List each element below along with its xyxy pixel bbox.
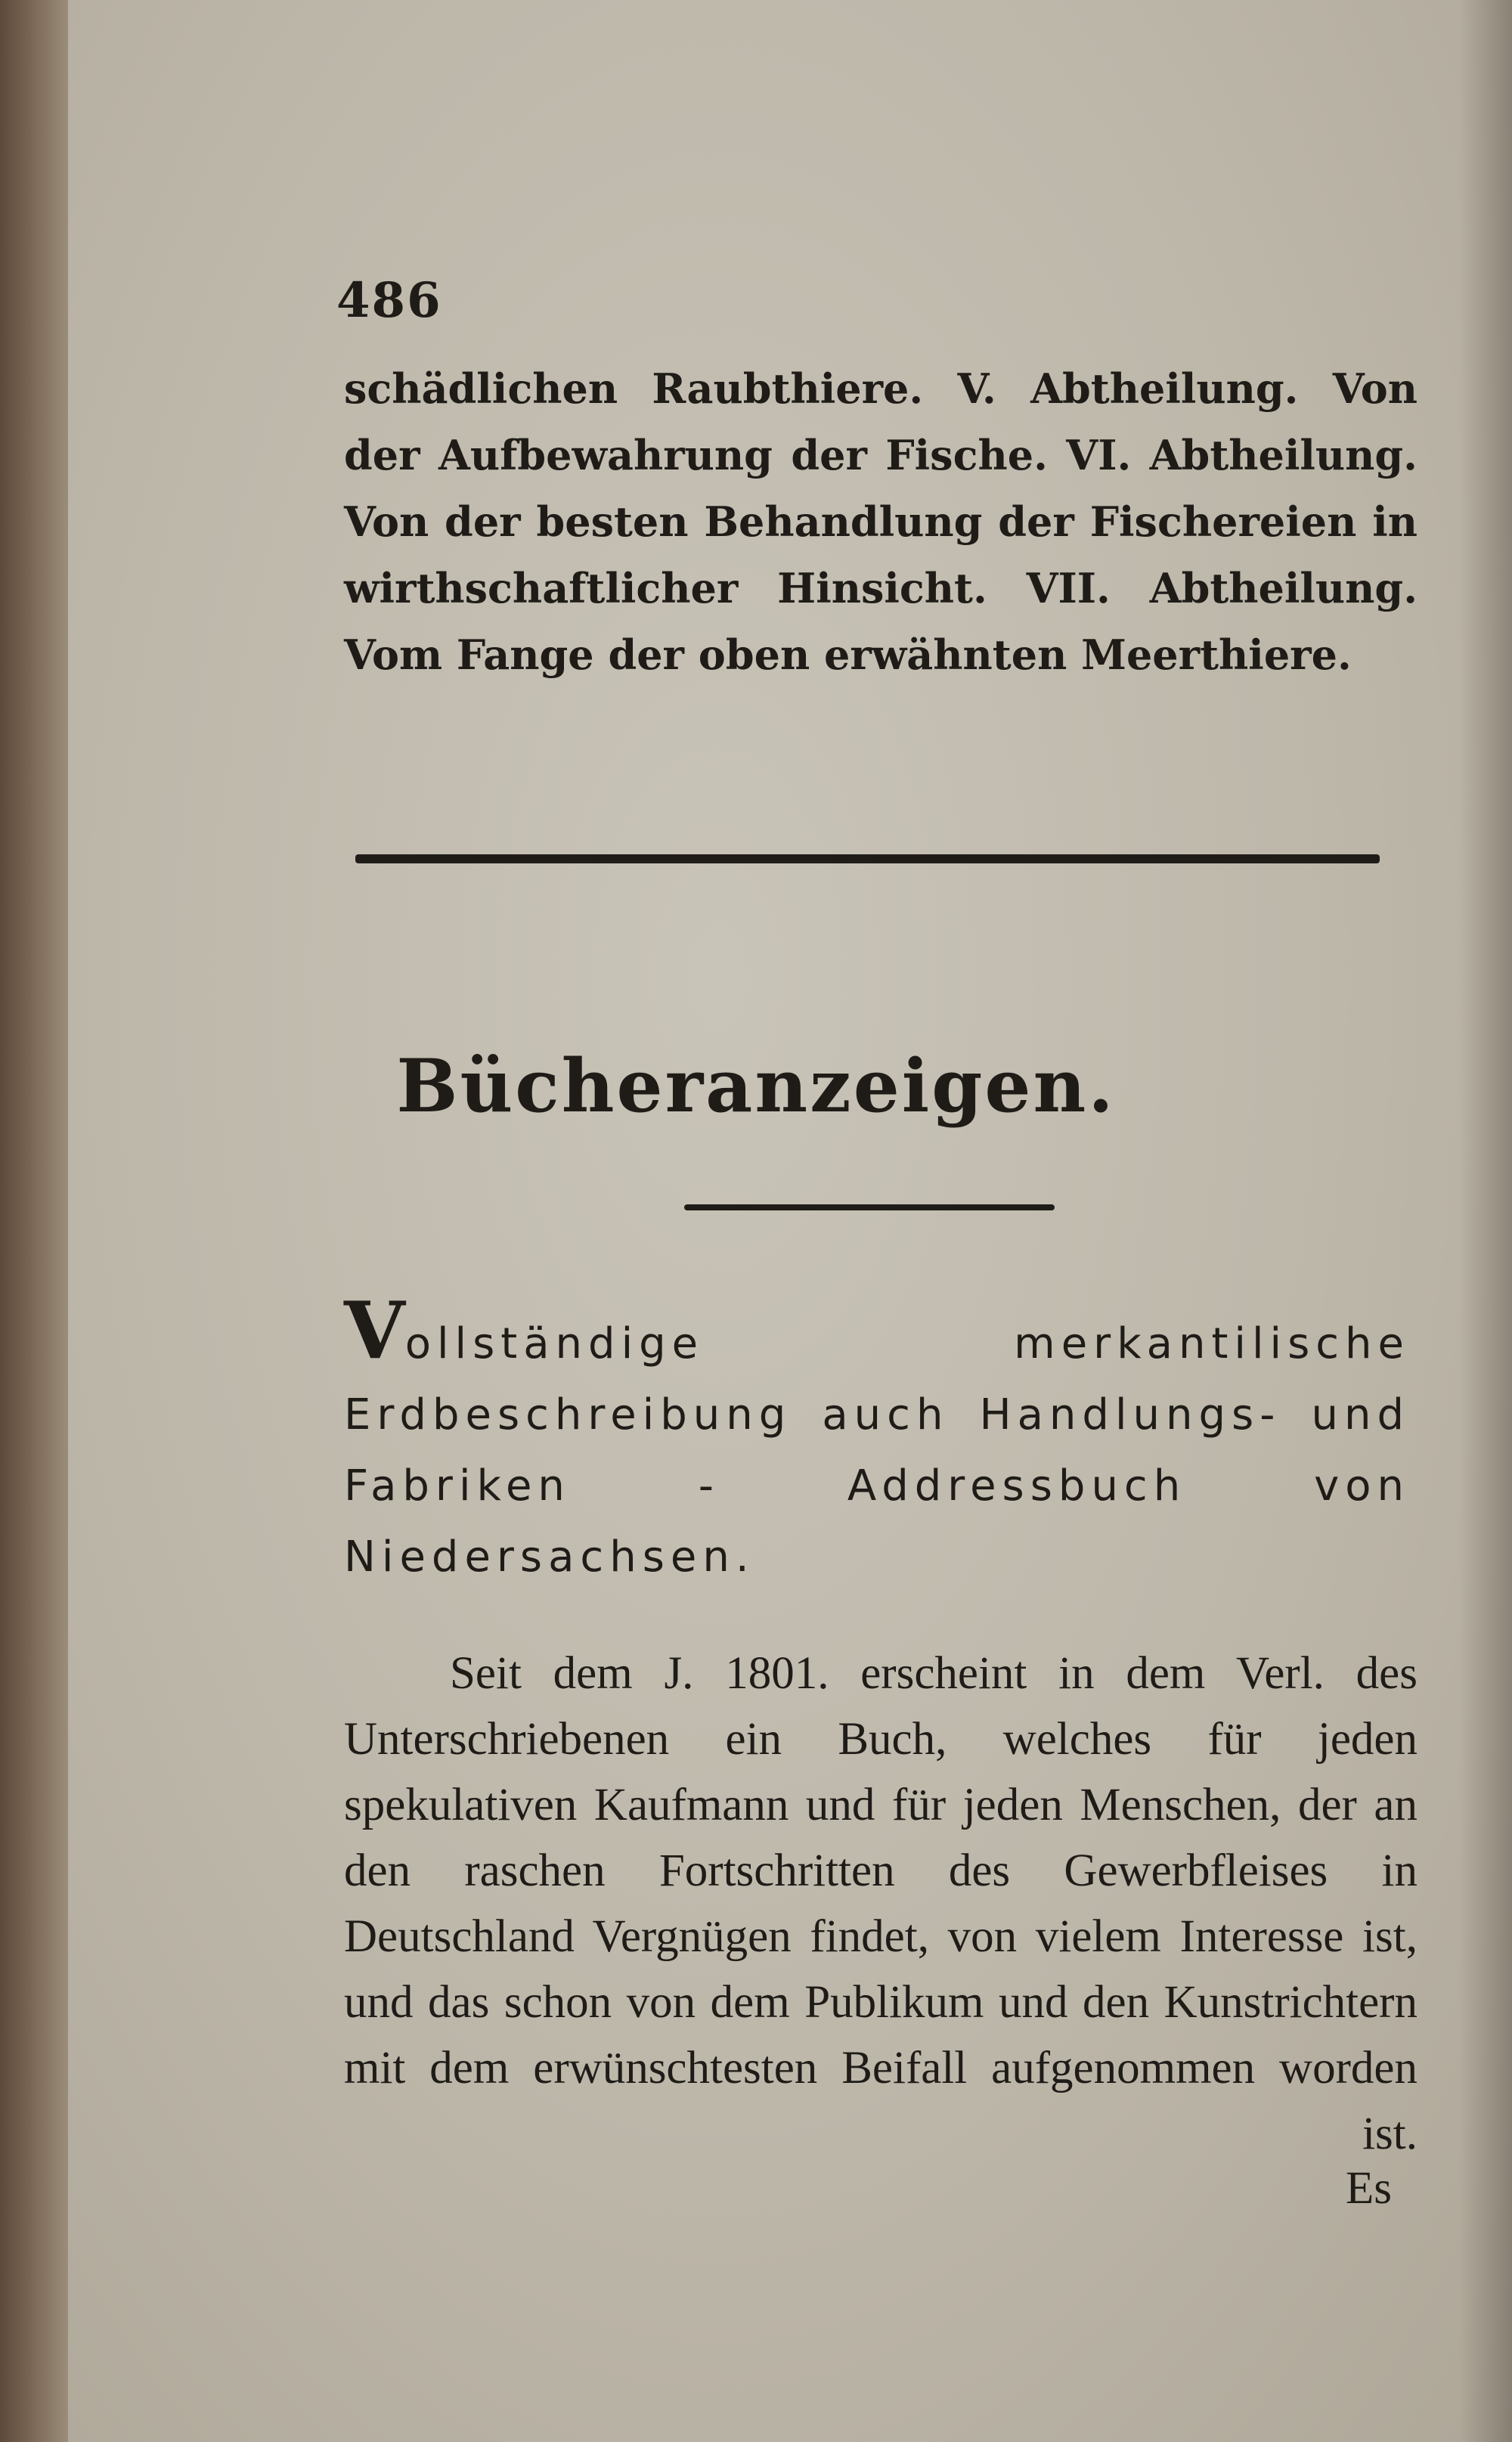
entry-title-text: ollständige merkantilische Erdbeschreibung auch Handlungs- und Fabriken - Addressbuch von Niedersachsen.: [344, 1319, 1410, 1582]
entry-body-paragraph: Seit dem J. 1801. erscheint in dem Verl. des Unterschriebenen ein Buch, welches für jeden spekulativen Kaufmann und für jeden Menschen, der an den raschen Fortschritten des Gewerbfleises in Deutschland Vergnügen findet, von vielem Interesse ist, und das schon von dem Publikum und den Kunstrichtern mit dem erwünschtesten Beifall aufgenommen worden ist.: [344, 1648, 1418, 2159]
page-edge-shadow: [1459, 0, 1512, 2442]
page-number: 486: [336, 272, 442, 329]
section-heading: Bücheranzeigen.: [396, 1043, 1116, 1129]
section-divider-rule: [355, 854, 1380, 863]
entry-title-initial: V: [344, 1284, 405, 1377]
continued-paragraph: schädlichen Raubthiere. V. Abtheilung. Von der Aufbewahrung der Fische. VI. Abtheilung. Von der besten Behandlung der Fischereien in wirthschaftlicher Hinsicht. VII. Abtheilung. Vom Fange der oben erwähnten Meerthiere.: [344, 364, 1418, 679]
entry-title: [344, 1284, 1410, 1593]
catchword: Es: [1346, 2163, 1392, 2214]
book-spine: [0, 0, 68, 2442]
heading-underline-rule: [684, 1204, 1055, 1210]
